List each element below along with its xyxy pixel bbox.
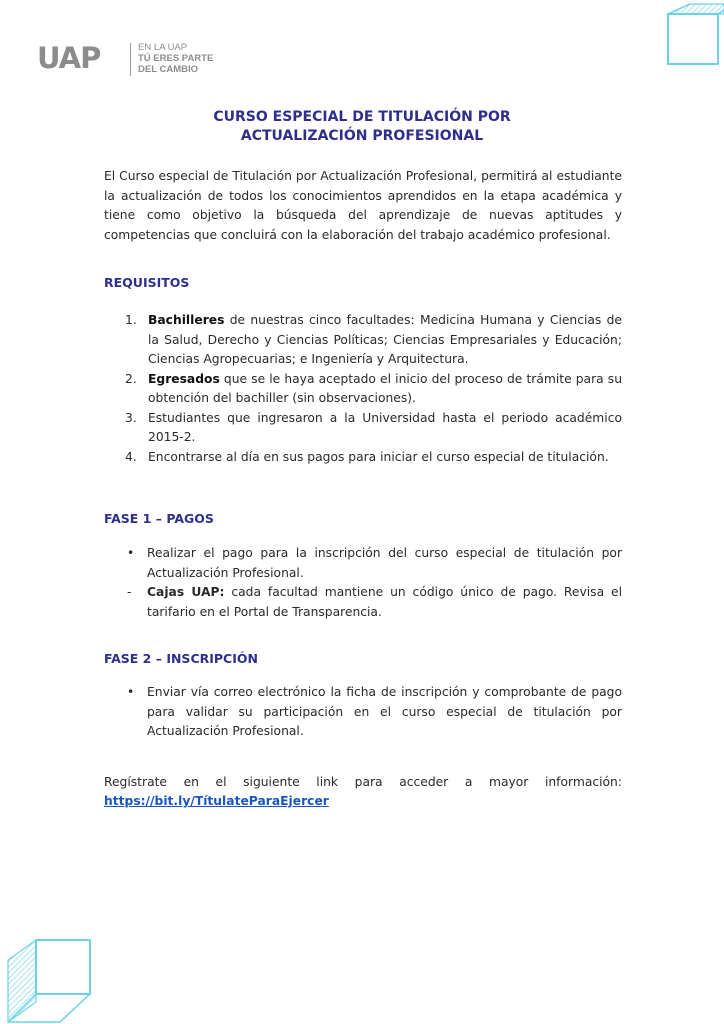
item-bold: Egresados bbox=[148, 371, 220, 386]
decorative-cube-top bbox=[654, 0, 724, 70]
item-text: Realizar el pago para la inscripción del curso especial de titulación por Actualización Profesional. bbox=[147, 546, 622, 580]
list-item bbox=[125, 683, 622, 742]
list-number: 1. bbox=[125, 313, 137, 327]
footer-text: Regístrate en el siguiente link para acceder a mayor información: bbox=[104, 775, 622, 789]
item-text: de nuestras cinco facultades: Medicina Humana y Ciencias de la Salud, Derecho y Ciencias Políticas; Ciencias Empresariales y Educación; Ciencias Agropecuarias; e Ingeniería y Arquitectura. bbox=[148, 313, 622, 366]
item-text: Encontrarse al día en sus pagos para iniciar el curso especial de titulación. bbox=[148, 449, 609, 464]
bullet-mark: • bbox=[127, 546, 135, 560]
registration-link[interactable]: https://bit.ly/TítulateParaEjercer bbox=[104, 794, 329, 808]
tagline-line3: DEL CAMBIO bbox=[138, 64, 198, 75]
list-item bbox=[125, 448, 622, 468]
decorative-cube-bottom bbox=[0, 930, 100, 1024]
item-text: Enviar vía correo electrónico la ficha de inscripción y comprobante de pago para validar su participación en el curso especial de titulación por Actualización Profesional. bbox=[147, 685, 622, 738]
tagline-line1: EN LA UAP bbox=[138, 42, 188, 53]
list-number: 3. bbox=[125, 410, 137, 425]
fase2-list bbox=[125, 683, 622, 742]
list-item bbox=[125, 544, 622, 583]
list-number: 4. bbox=[125, 449, 137, 464]
logo-tagline bbox=[138, 42, 213, 75]
tagline-line2: TÚ ERES PARTE bbox=[138, 53, 214, 64]
list-item bbox=[125, 311, 622, 370]
item-bold: Cajas UAP: bbox=[147, 585, 225, 599]
title-line1: CURSO ESPECIAL DE TITULACIÓN POR bbox=[213, 109, 511, 125]
list-item bbox=[125, 583, 622, 622]
intro-paragraph: El Curso especial de Titulación por Actualización Profesional, permitirá al estudiante la actualización de todos los conocimientos aprendidos en la etapa académica y tiene como objetivo la búsqueda del aprendizaje de nuevas aptitudes y competencias que concluirá con la elaboración del trabajo académico profesional. bbox=[104, 169, 622, 242]
item-text: Estudiantes que ingresaron a la Universidad hasta el periodo académico 2015-2. bbox=[148, 410, 622, 444]
item-text: cada facultad mantiene un código único de pago. Revisa el tarifario en el Portal de Transparencia. bbox=[147, 585, 622, 619]
section-heading-requisitos: REQUISITOS bbox=[104, 275, 190, 290]
requisitos-list bbox=[125, 311, 622, 467]
fase1-list bbox=[125, 544, 622, 622]
bullet-mark: • bbox=[127, 685, 135, 699]
list-item bbox=[125, 370, 622, 409]
section-heading-fase1: FASE 1 – PAGOS bbox=[104, 511, 214, 526]
item-bold: Bachilleres bbox=[148, 313, 225, 327]
document-title bbox=[100, 108, 624, 146]
section-heading-fase2: FASE 2 – INSCRIPCIÓN bbox=[104, 651, 258, 666]
dash-mark: - bbox=[127, 585, 132, 599]
list-item bbox=[125, 409, 622, 448]
list-number: 2. bbox=[125, 371, 137, 386]
logo-divider bbox=[130, 43, 131, 76]
logo-mark: UAP bbox=[37, 41, 101, 75]
item-text: que se le haya aceptado el inicio del proceso de trámite para su obtención del bachiller (sin observaciones). bbox=[148, 371, 622, 405]
title-line2: ACTUALIZACIÓN PROFESIONAL bbox=[240, 128, 484, 144]
